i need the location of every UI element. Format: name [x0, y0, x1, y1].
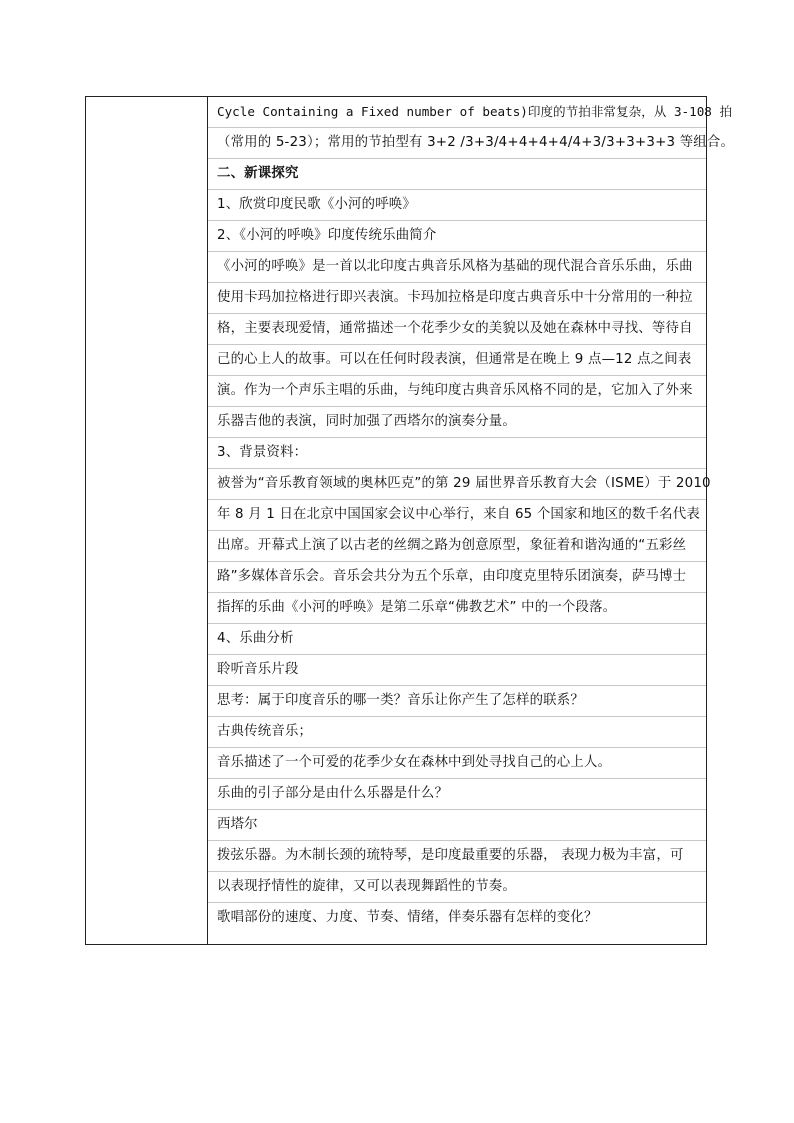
line-text: 演。作为一个声乐主唱的乐曲，与纯印度古典音乐风格不同的是，它加入了外来 [217, 383, 693, 398]
text-line [208, 376, 706, 407]
line-text: 乐器吉他的表演，同时加强了西塔尔的演奏分量。 [217, 414, 516, 429]
text-line [208, 593, 706, 624]
text-line [208, 252, 706, 283]
text-line [208, 438, 706, 469]
text-line [208, 500, 706, 531]
text-line [208, 779, 706, 810]
text-line [208, 624, 706, 655]
line-text: 音乐描述了一个可爱的花季少女在森林中到处寻找自己的心上人。 [217, 755, 612, 770]
line-text: 西塔尔 [217, 817, 258, 832]
line-text: 年 8 月 1 日在北京中国国家会议中心举行，来自 65 个国家和地区的数千名代表 [217, 507, 700, 522]
text-line [208, 841, 706, 872]
line-text: 聆听音乐片段 [217, 662, 299, 677]
line-text: 3、背景资料： [217, 445, 308, 460]
text-line [208, 314, 706, 345]
line-text: 《小河的呼唤》是一首以北印度古典音乐风格为基础的现代混合音乐乐曲，乐曲 [217, 259, 693, 274]
text-line [208, 221, 706, 252]
text-line [208, 283, 706, 314]
text-line [208, 655, 706, 686]
text-line [208, 562, 706, 593]
line-text: 乐曲的引子部分是由什么乐器是什么？ [217, 786, 449, 801]
line-text: 路”多媒体音乐会。音乐会共分为五个乐章，由印度克里特乐团演奏，萨马博士 [217, 569, 687, 584]
line-text: 格，主要表现爱情，通常描述一个花季少女的美貌以及她在森林中寻找、等待自 [217, 321, 693, 336]
line-text: 歌唱部份的速度、力度、节奏、情绪，伴奏乐器有怎样的变化？ [217, 910, 598, 925]
line-text: Cycle Containing a Fixed number of beats)印度的节拍非常复杂，从 3-108 拍 [217, 104, 733, 119]
text-line [208, 872, 706, 903]
line-text: 以表现抒情性的旋律，又可以表现舞蹈性的节奏。 [217, 879, 516, 894]
lesson-content-cell [208, 97, 735, 944]
line-text: 4、乐曲分析 [217, 631, 294, 646]
text-line [208, 97, 733, 128]
line-text: 己的心上人的故事。可以在任何时段表演，但通常是在晚上 9 点—12 点之间表 [217, 352, 692, 367]
text-line [208, 190, 706, 221]
text-line [208, 128, 735, 159]
line-text: 指挥的乐曲《小河的呼唤》是第二乐章“佛教艺术” 中的一个段落。 [217, 600, 617, 615]
lesson-table [85, 96, 735, 945]
text-line [208, 748, 706, 779]
text-line [208, 407, 706, 438]
line-text: 思考：属于印度音乐的哪一类？音乐让你产生了怎样的联系？ [217, 693, 584, 708]
text-line [208, 686, 706, 717]
text-line [208, 345, 706, 376]
text-line [208, 810, 706, 841]
text-line [208, 469, 711, 500]
section-heading: 二、新课探究 [217, 166, 299, 181]
line-text: 1、欣赏印度民歌《小河的呼唤》 [217, 197, 416, 212]
line-text: （常用的 5-23）；常用的节拍型有 3+2 /3+3/4+4+4+4/4+3/3+3+3+3 等组合。 [217, 135, 735, 150]
text-line [208, 717, 706, 748]
line-text: 出席。开幕式上演了以古老的丝绸之路为创意原型，象征着和谐沟通的“五彩丝 [217, 538, 687, 553]
text-line [208, 159, 706, 190]
line-text: 古典传统音乐； [217, 724, 313, 739]
line-text: 拨弦乐器。为木制长颈的琉特琴，是印度最重要的乐器， 表现力极为丰富，可 [217, 848, 684, 863]
line-text: 使用卡玛加拉格进行即兴表演。卡玛加拉格是印度古典音乐中十分常用的一种拉 [217, 290, 693, 305]
line-text: 2、《小河的呼唤》印度传统乐曲简介 [217, 228, 437, 243]
text-line [208, 531, 706, 562]
text-line [208, 903, 706, 933]
line-text: 被誉为“音乐教育领域的奥林匹克”的第 29 届世界音乐教育大会（ISME）于 2010 [217, 476, 711, 491]
